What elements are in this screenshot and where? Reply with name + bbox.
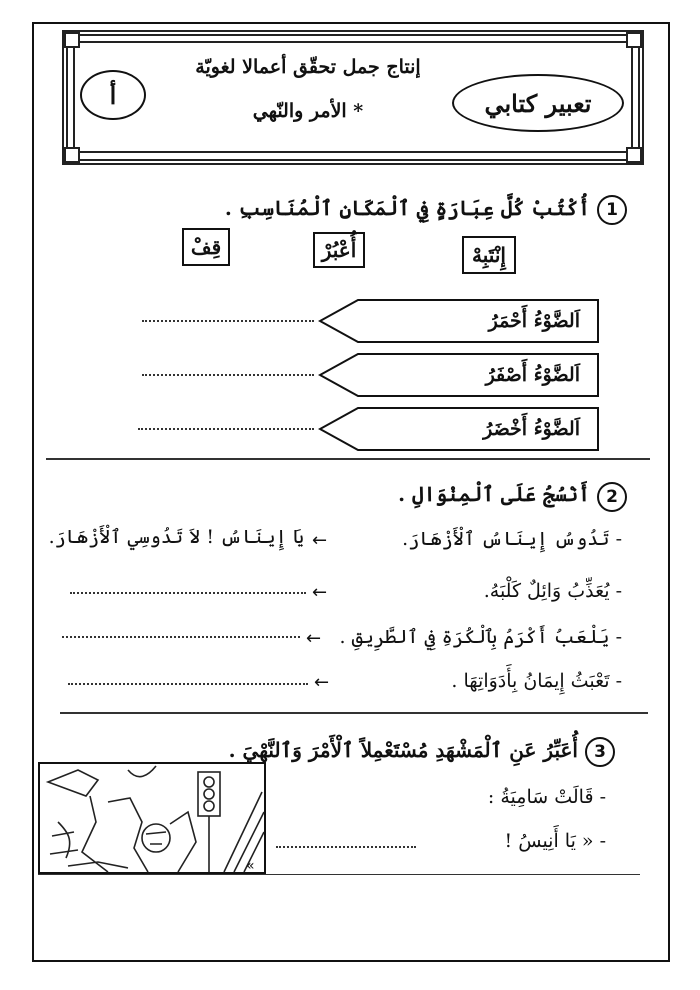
answer-line[interactable] — [142, 320, 314, 322]
corner-ornament — [64, 147, 80, 163]
sentence: - يُعَذِّبُ وَائِلٌ كَلْبَهُ. — [483, 580, 622, 602]
section-3-instruction: أُعَبِّرُ عَنِ ٱلْمَشْهَدِ مُسْتَعْمِلاً ٱلْأَمْرَ وَٱلنَّهْيَ . — [228, 738, 578, 762]
scene-illustration — [38, 762, 268, 874]
corner-ornament — [64, 32, 80, 48]
answer-line[interactable] — [68, 683, 308, 685]
corner-ornament — [626, 147, 642, 163]
title-oval — [452, 74, 624, 132]
section-3-number: 3 — [585, 737, 615, 767]
sentence: - تَدُوسُ إِينَاسُ ٱلْأَزْهَارَ. — [402, 528, 622, 550]
sentence: - تَعْبَثُ إِيمَانُ بِأَدَوَاتِهَا . — [451, 670, 622, 692]
example-answer: يَا إِينَاسُ ! لاَ تَدُوسِي ٱلْأَزْهَارَ. — [48, 526, 304, 548]
answer-line[interactable] — [70, 592, 306, 594]
header-topic: * الأمر والنّهي — [252, 100, 364, 122]
word-box: قِفْ — [182, 228, 230, 266]
answer-line[interactable] — [62, 636, 300, 638]
section-divider — [46, 458, 650, 460]
word-box: إِنْتَبِهْ — [462, 236, 516, 274]
arrow-icon: ← — [312, 582, 328, 603]
sign-text: اَلضَّوْءُ أَحْمَرُ — [488, 310, 580, 332]
word-box: أُعْبُرْ — [313, 232, 365, 268]
answer-line[interactable] — [142, 374, 314, 376]
header-subtitle: إنتاج جمل تحقّق أعمالا لغويّة — [195, 56, 421, 78]
arrow-icon: ← — [312, 530, 328, 551]
section-1-number: 1 — [597, 195, 627, 225]
pencil-mark-icon: « — [246, 858, 255, 874]
section-2-number: 2 — [597, 482, 627, 512]
corner-ornament — [626, 32, 642, 48]
badge-letter: أ — [109, 80, 117, 110]
arrow-icon: ← — [306, 628, 322, 649]
section-divider — [60, 712, 648, 714]
section-1-instruction: أُكْتُبْ كُلَّ عِبَارَةٍ فِي ٱلْمَكَانِ ٱلْمُنَاسِبِ . — [224, 196, 590, 220]
sign-text: اَلضَّوْءُ أَخْضَرُ — [483, 418, 580, 440]
sign-text: اَلضَّوْءُ أَصْفَرُ — [485, 364, 580, 386]
dialogue-line: - « يَا أَنِيسُ ! — [504, 830, 606, 852]
section-2-instruction: أَنْسُجُ عَلَى ٱلْمِنْوَالِ . — [398, 482, 590, 506]
page-title: تعبير كتابي — [484, 88, 592, 118]
dialogue-line: - قَالَتْ سَامِيَةُ : — [487, 786, 606, 808]
arrow-icon: ← — [314, 672, 330, 693]
answer-line[interactable] — [276, 846, 416, 848]
badge-oval — [80, 70, 146, 120]
answer-line[interactable] — [138, 428, 314, 430]
crop-edge — [38, 874, 640, 875]
sentence: - يَلْعَبُ أَكْرَمُ بِٱلْكُرَةِ فِي ٱلطَّرِيقِ . — [339, 626, 622, 648]
